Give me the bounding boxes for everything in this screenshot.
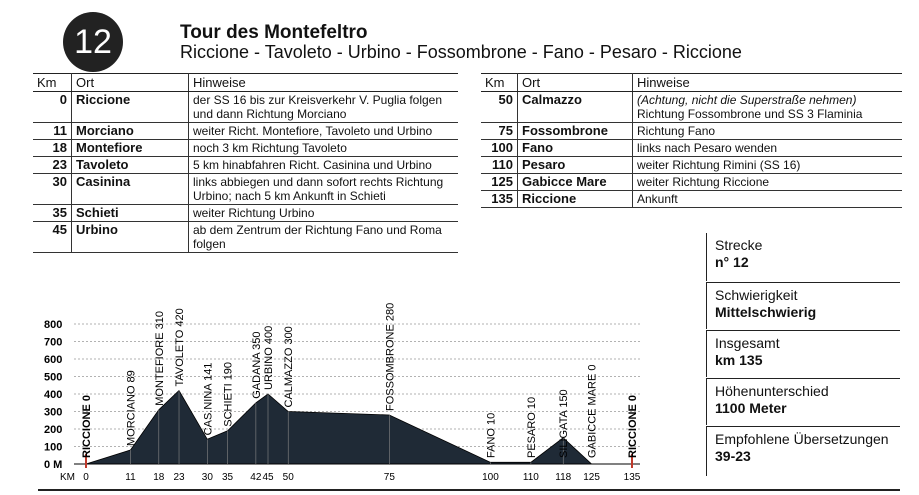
row-hinweis-text: weiter Richtung Urbino [193,206,315,220]
row-km: 18 [33,140,72,157]
row-ort: Schieti [72,205,189,222]
table-row [481,174,902,191]
place-label: FANO 10 [485,412,498,458]
place-label: MORCIANO 89 [125,370,138,446]
row-hinweis [633,174,903,191]
info-label: Höhenunterschied [715,383,829,399]
info-label: Schwierigkeit [715,287,798,303]
x-tick-label: 42 [250,472,262,483]
table-row [481,123,902,140]
row-ort: Gabicce Mare [518,174,633,191]
route-table-right [481,73,902,208]
page-title: Tour des Montefeltro [180,22,368,43]
row-ort: Morciano [72,123,189,140]
x-tick-label: 18 [153,472,165,483]
row-km: 0 [33,92,72,123]
row-hinweis [189,92,459,123]
row-hinweis [633,157,903,174]
place-label: MONTEFIORE 310 [153,311,166,406]
table-header-row [481,74,902,92]
row-ort: Fano [518,140,633,157]
row-ort: Riccione [72,92,189,123]
x-tick-label: 35 [221,472,234,483]
route-number-badge [63,12,123,72]
y-tick-label: 0 M [44,459,63,471]
table-row [33,222,458,253]
info-uebersetzungen [706,426,900,476]
row-hinweis [633,123,903,140]
row-km: 135 [481,191,518,208]
place-label: SILIGATA 150 [558,389,571,458]
col-ort-header: Ort [72,74,189,92]
place-label: SCHIETI 190 [222,361,235,427]
y-tick-label: 300 [44,406,63,419]
row-hinweis [633,140,903,157]
row-ort: Fossombrone [518,123,633,140]
info-label: Strecke [715,237,763,253]
table-row [33,92,458,123]
row-hinweis [189,174,459,205]
row-km: 125 [481,174,518,191]
y-tick-label: 100 [44,441,63,454]
row-hinweis-text: ab dem Zentrum der Richtung Fano und Roma folgen [193,223,442,251]
table-row [33,205,458,222]
row-km: 35 [33,205,72,222]
bottom-rule [38,489,900,491]
row-ort: Casinina [72,174,189,205]
table-row [33,123,458,140]
row-hinweis [633,92,903,123]
y-tick-label: 700 [44,336,63,349]
place-label: RICCIONE 0 [627,395,639,458]
place-label: GADANA 350 [250,331,263,399]
place-label: FOSSOMBRONE 280 [384,302,397,411]
x-tick-label: 75 [383,472,395,483]
row-km: 50 [481,92,518,123]
x-tick-label: 125 [583,472,600,483]
place-label: URBINO 400 [263,325,275,390]
info-label: Empfohlene Übersetzungen [715,431,889,447]
row-km: 100 [481,140,518,157]
info-value: km 135 [715,352,763,368]
route-table-left [33,73,458,253]
x-tick-label: 23 [173,472,185,483]
info-value: Mittelschwierig [715,304,817,320]
y-tick-label: 600 [44,354,63,366]
x-tick-label: 135 [623,472,641,483]
place-label: CAS.NINA 141 [202,362,215,436]
col-km-header: Km [481,74,518,92]
info-schwierigkeit [706,282,900,329]
table-row [33,140,458,157]
x-tick-label: 118 [555,472,572,483]
y-tick-label: 400 [44,389,63,401]
row-hinweis-text: der SS 16 bis zur Kreisverkehr V. Puglia folgen und dann Richtung Morciano [193,93,443,121]
x-unit-label: KM [60,472,75,483]
place-label: PESARO 10 [525,396,538,458]
table-row [33,174,458,205]
row-hinweis-text: links abbiegen und dann sofort rechts Richtung Urbino; nach 5 km Ankunft in Schieti [193,175,444,203]
row-ort: Tavoleto [72,157,189,174]
page-subtitle: Riccione - Tavoleto - Urbino - Fossombrone - Fano - Pesaro - Riccione [180,42,742,62]
x-tick-label: 45 [262,472,274,483]
col-hinweise-header: Hinweise [633,74,903,92]
info-value: n° 12 [715,254,749,270]
place-label: RICCIONE 0 [81,395,93,458]
col-km-header: Km [33,74,72,92]
row-hinweis [189,157,459,174]
row-km: 23 [33,157,72,174]
table-row [481,140,902,157]
row-hinweis-text: Richtung Fossombrone und SS 3 Flaminia [637,107,863,121]
row-hinweis-text: weiter Richtung Riccione [637,175,770,189]
x-tick-label: 50 [282,472,294,483]
y-tick-label: 200 [44,424,63,436]
info-strecke [706,233,900,281]
x-tick-label: 110 [522,472,539,483]
row-hinweis-text: noch 3 km Richtung Tavoleto [193,141,347,155]
info-insgesamt [706,330,900,377]
table-header-row [33,74,458,92]
row-ort: Pesaro [518,157,633,174]
row-hinweis [189,123,459,140]
place-label: GABICCE MARE 0 [586,364,599,458]
table-row [481,157,902,174]
row-hinweis-text: Richtung Fano [637,124,716,138]
row-km: 11 [33,123,72,140]
elevation-profile-chart [0,280,700,490]
row-hinweis-text: links nach Pesaro wenden [637,141,778,155]
col-ort-header: Ort [518,74,633,92]
row-ort: Urbino [72,222,189,253]
table-row [481,92,902,123]
row-km: 75 [481,123,518,140]
info-value: 39-23 [715,448,751,464]
row-km: 30 [33,174,72,205]
route-number: 12 [74,22,112,61]
info-hoehenunterschied [706,378,900,425]
y-tick-label: 800 [44,319,63,331]
row-hinweis-text: weiter Richtung Rimini (SS 16) [637,158,801,172]
place-label: TAVOLETO 420 [174,308,187,387]
x-tick-label: 100 [482,472,499,483]
table-row [481,191,902,208]
table-row [33,157,458,174]
x-tick-label: 30 [201,472,213,483]
row-hinweis [189,222,459,253]
row-hinweis-text: Ankunft [637,192,678,206]
row-hinweis [633,191,903,208]
row-km: 45 [33,222,72,253]
x-tick-label: 11 [125,472,136,483]
y-tick-label: 500 [44,371,63,384]
row-km: 110 [481,157,518,174]
row-hinweis-text: weiter Richt. Montefiore, Tavoleto und Urbino [193,124,433,138]
row-ort: Calmazzo [518,92,633,123]
row-hinweis-warning: (Achtung, nicht die Superstraße nehmen) [637,93,857,107]
info-value: 1100 Meter [715,400,787,416]
row-ort: Montefiore [72,140,189,157]
row-ort: Riccione [518,191,633,208]
info-label: Insgesamt [715,335,780,351]
row-hinweis-text: 5 km hinabfahren Richt. Casinina und Urbino [193,158,432,172]
place-label: CALMAZZO 300 [283,326,296,408]
col-hinweise-header: Hinweise [189,74,459,92]
x-tick-label: 0 [83,472,89,483]
elevation-profile-area [86,391,632,465]
row-hinweis [189,140,459,157]
row-hinweis [189,205,459,222]
